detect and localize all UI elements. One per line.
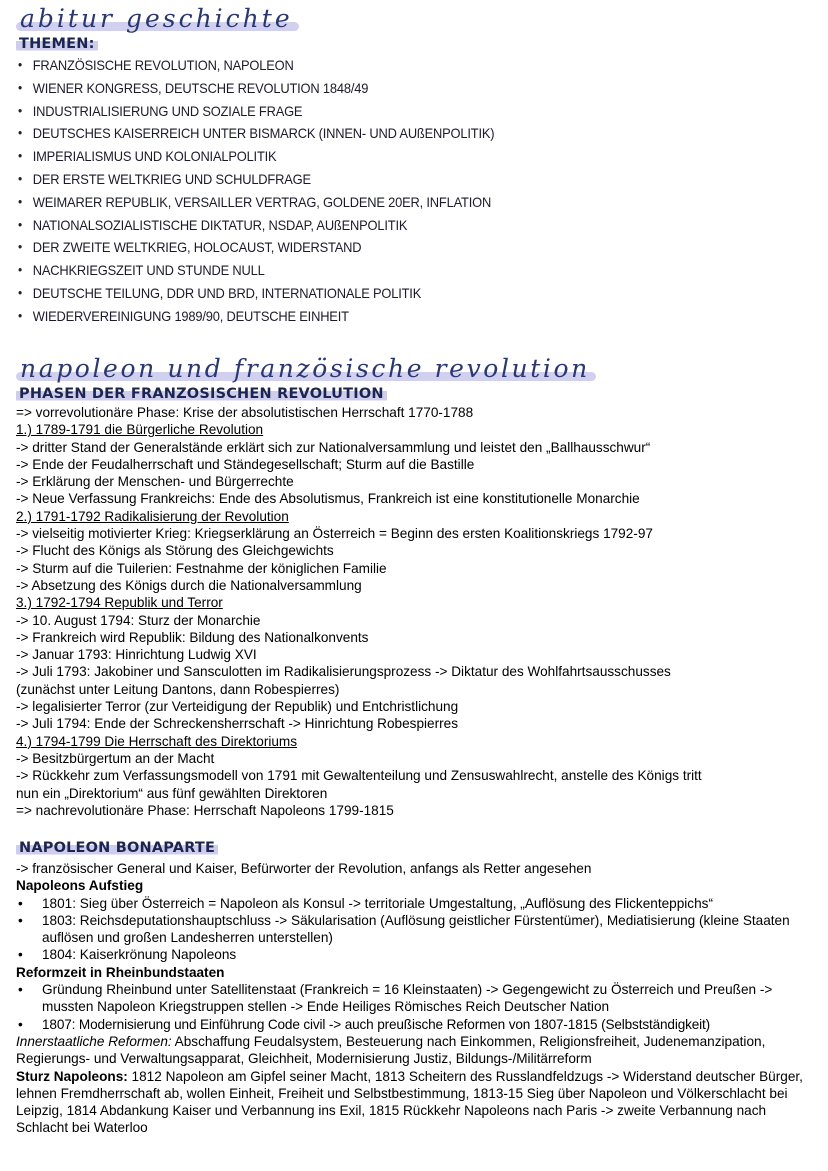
rise-heading: Napoleons Aufstieg: [16, 878, 144, 894]
rise-item: [16, 912, 816, 947]
napoleon-fall: [16, 1068, 816, 1137]
theme-item: • DER ZWEITE WELTKRIEG, HOLOCAUST, WIDERSTAND: [18, 236, 494, 259]
page-title: [20, 4, 293, 33]
text-line: -> Erklärung der Menschen- und Bürgerrechte: [16, 474, 294, 490]
rise-item: [16, 895, 816, 912]
rise-item: [16, 946, 816, 963]
revolution-phases: [16, 404, 816, 819]
theme-item: • NATIONALSOZIALISTISCHE DIKTATUR, NSDAP, AUßENPOLITIK: [18, 214, 494, 237]
inner-reforms-text: Abschaffung Feudalsystem, Besteuerung nach Einkommen, Religionsfreiheit, Judenemanzipation, Regierungs- und Verwaltungsapparat, Gleichheit, Modernisierung Justiz, Bildungs-/Militärreform: [16, 1033, 766, 1067]
napoleon-section: [16, 860, 816, 1137]
section-title: [20, 354, 590, 383]
text-line: -> dritter Stand der Generalstände erklärt sich zur Nationalversammlung und leistet den „Ballhausschwur“: [16, 439, 651, 455]
text-line: -> 10. August 1794: Sturz der Monarchie: [16, 612, 261, 628]
napoleon-fall-label: Sturz Napoleons:: [16, 1068, 128, 1084]
napoleon-intro: -> französischer General und Kaiser, Befürworter der Revolution, anfangs als Retter angesehen: [16, 861, 592, 876]
rise-item-text: • 1801: Sieg über Österreich = Napoleon als Konsul -> territoriale Umgestaltung, „Auflösung des Flickenteppichs“: [42, 895, 713, 911]
theme-item: • NACHKRIEGSZEIT UND STUNDE NULL: [18, 259, 494, 282]
section-title-text: napoleon und französische revolution: [20, 354, 590, 383]
theme-item: • WIEDERVEREINIGUNG 1989/90, DEUTSCHE EINHEIT: [18, 305, 494, 328]
text-line: -> Rückkehr zum Verfassungsmodell von 1791 mit Gewaltenteilung und Zensuswahlrecht, anstelle des Königs tritt: [16, 768, 702, 784]
text-line: -> Besitzbürgertum an der Macht: [16, 750, 215, 766]
reform-item-text: • Gründung Rheinbund unter Satellitenstaat (Frankreich = 16 Kleinstaaten) -> Gegengewicht zu Österreich und Preußen -> mussten Napoleon Kriegstruppen stellen -> Ende Heiliges Römisches Reich Deutscher Nation: [42, 982, 773, 1015]
text-line: => vorrevolutionäre Phase: Krise der absolutistischen Herrschaft 1770-1788: [16, 405, 474, 420]
phase-heading: 2.) 1791-1792 Radikalisierung der Revolution: [16, 508, 289, 524]
themes-list: [18, 54, 536, 328]
phases-heading: PHASEN DER FRANZOSISCHEN REVOLUTION: [16, 386, 387, 402]
text-line: -> Neue Verfassung Frankreichs: Ende des Absolutismus, Frankreich ist eine konstitutionelle Monarchie: [16, 491, 640, 507]
phase-heading: 1.) 1789-1791 die Bürgerliche Revolution: [16, 422, 264, 438]
reform-heading: Reformzeit in Rheinbundstaaten: [16, 964, 225, 980]
theme-item: • WIENER KONGRESS, DEUTSCHE REVOLUTION 1848/49: [18, 77, 494, 100]
theme-item: • IMPERIALISMUS UND KOLONIALPOLITIK: [18, 145, 494, 168]
text-line: nun ein „Direktorium“ aus fünf gewählten Direktoren: [16, 785, 328, 801]
napoleon-heading: NAPOLEON BONAPARTE: [16, 840, 218, 856]
theme-item: • DER ERSTE WELTKRIEG UND SCHULDFRAGE: [18, 168, 494, 191]
text-line: -> Flucht des Königs als Störung des Gleichgewichts: [16, 543, 334, 559]
napoleon-fall-text: 1812 Napoleon am Gipfel seiner Macht, 1813 Scheitern des Russlandfeldzugs -> Widerstand deutscher Bürger, lehnen Fremdherrschaft ab, wollen Einheit, Freiheit und Selbstbestimmung, 1813-15 Sieg über Napoleon und Völkerschlacht bei Leipzig, 1814 Abdankung Kaiser und Verbannung ins Exil, 1815 Rückkehr Napoleons nach Paris -> zweite Verbannung nach Schlacht bei Waterloo: [16, 1068, 803, 1136]
text-line: -> legalisierter Terror (zur Verteidigung der Republik) und Entchristlichung: [16, 699, 459, 715]
theme-item: • WEIMARER REPUBLIK, VERSAILLER VERTRAG, GOLDENE 20ER, INFLATION: [18, 191, 494, 214]
theme-item: • DEUTSCHE TEILUNG, DDR UND BRD, INTERNATIONALE POLITIK: [18, 282, 494, 305]
rise-item-text: • 1803: Reichsdeputationshauptschluss -> Säkularisation (Auflösung geistlicher Fürstentümer), Mediatisierung (kleine Staaten auflösen und großen Landesherren unterstellen): [42, 912, 790, 946]
text-line: => nachrevolutionäre Phase: Herrschaft Napoleons 1799-1815: [16, 802, 394, 818]
phase-heading: 4.) 1794-1799 Die Herrschaft des Direktoriums: [16, 733, 298, 749]
reform-item: [16, 1016, 816, 1033]
inner-reforms-label: Innerstaatliche Reformen:: [16, 1033, 172, 1049]
reform-item-text: • 1807: Modernisierung und Einführung Code civil -> auch preußische Reformen von 1807-1815 (Selbstständigkeit): [42, 1016, 711, 1032]
text-line: -> Ende der Feudalherrschaft und Ständegesellschaft; Sturm auf die Bastille: [16, 456, 475, 472]
theme-item: • DEUTSCHES KAISERREICH UNTER BISMARCK (INNEN- UND AUßENPOLITIK): [18, 122, 494, 145]
rise-item-text: • 1804: Kaiserkrönung Napoleons: [42, 947, 237, 963]
text-line: -> Frankreich wird Republik: Bildung des Nationalkonvents: [16, 629, 369, 645]
text-line: -> Januar 1793: Hinrichtung Ludwig XVI: [16, 647, 257, 663]
themes-heading: THEMEN:: [16, 36, 98, 52]
theme-item: • INDUSTRIALISIERUNG UND SOZIALE FRAGE: [18, 100, 494, 123]
page-title-text: abitur geschichte: [20, 4, 293, 33]
reform-item: [16, 981, 816, 1016]
phase-heading: 3.) 1792-1794 Republik und Terror: [16, 595, 223, 611]
inner-reforms: [16, 1033, 816, 1068]
text-line: -> Juli 1793: Jakobiner und Sansculotten im Radikalisierungsprozess -> Diktatur des Wohlfahrtsausschusses: [16, 664, 671, 680]
text-line: -> Juli 1794: Ende der Schreckensherrschaft -> Hinrichtung Robespierres: [16, 716, 459, 732]
text-line: -> vielseitig motivierter Krieg: Kriegserklärung an Österreich = Beginn des ersten Koalitionskriegs 1792-97: [16, 526, 653, 542]
text-line: (zunächst unter Leitung Dantons, dann Robespierres): [16, 681, 340, 697]
text-line: -> Absetzung des Königs durch die Nationalversammlung: [16, 577, 362, 593]
text-line: -> Sturm auf die Tuilerien: Festnahme der königlichen Familie: [16, 560, 387, 576]
theme-item: • FRANZÖSISCHE REVOLUTION, NAPOLEON: [18, 54, 494, 77]
